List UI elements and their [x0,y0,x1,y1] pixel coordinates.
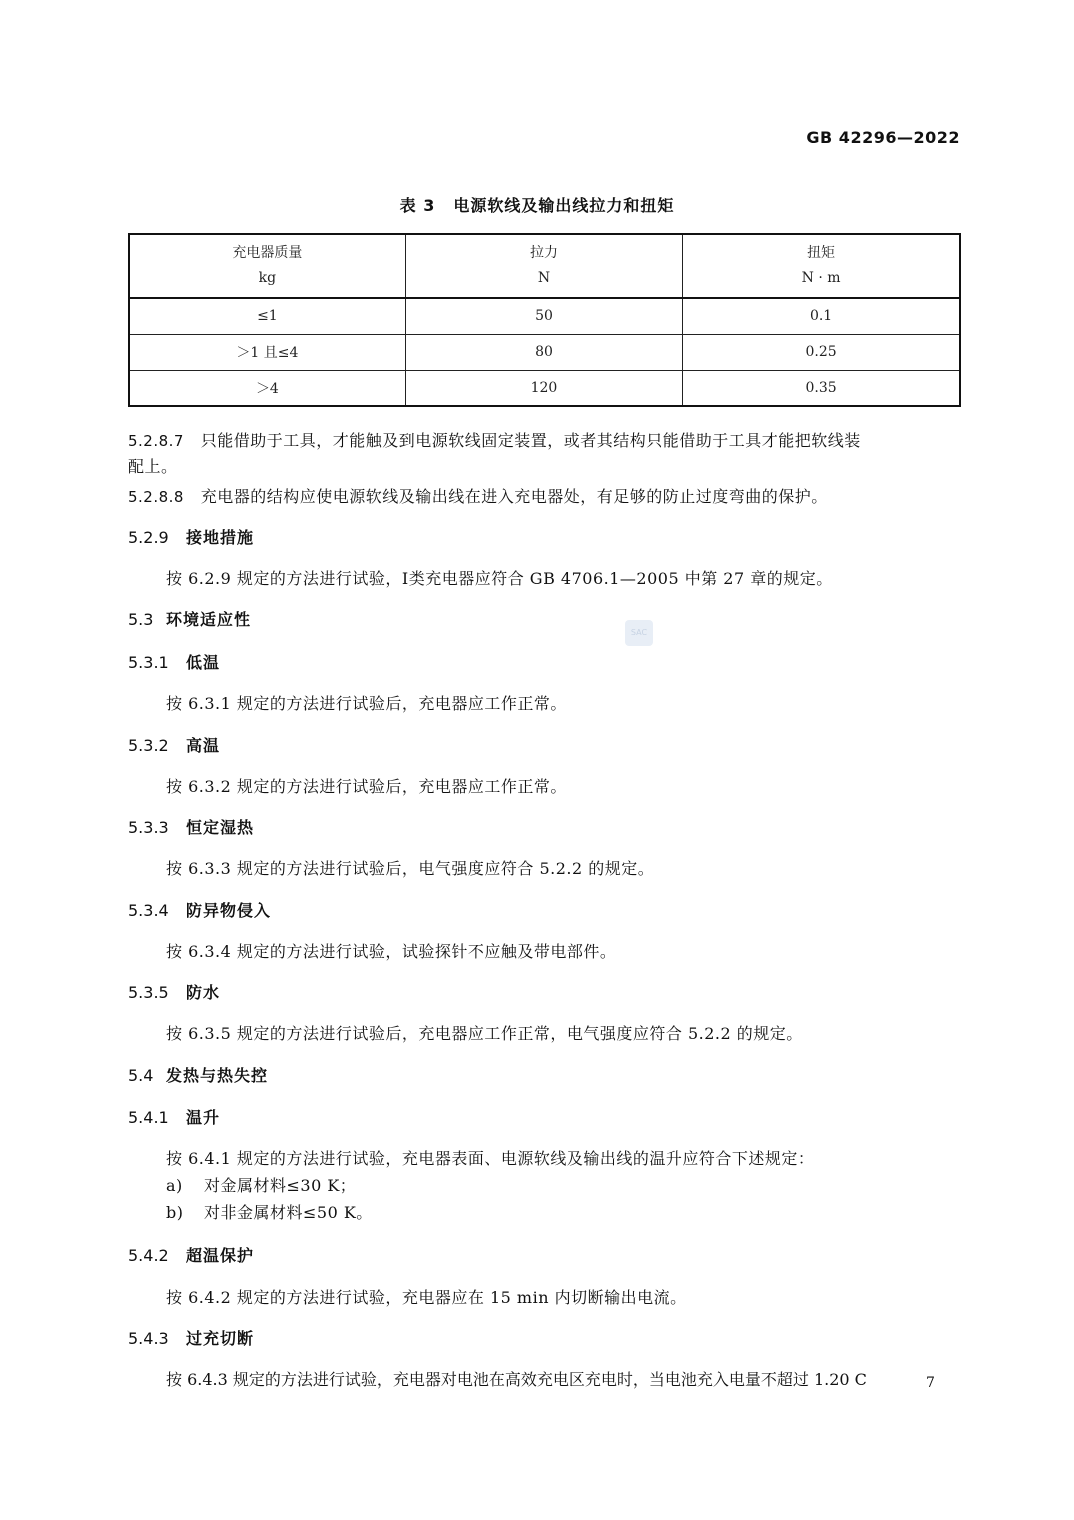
section-heading: 5.3.1 低温 [128,653,221,672]
table-cell: ≤1 [129,298,405,334]
section-heading: 5.3.3 恒定湿热 [128,818,255,837]
clause-5-2-8-8: 5.2.8.8 充电器的结构应使电源软线及输出线在进入充电器处，有足够的防止过度弯曲的保护。 [128,487,828,506]
table-cell: 120 [405,370,682,406]
section-body: 按 6.3.2 规定的方法进行试验后，充电器应工作正常。 [166,777,567,796]
section-body: 按 6.4.2 规定的方法进行试验，充电器应在 15 min 内切断输出电流。 [166,1288,687,1307]
table-row [129,298,960,334]
clause-5-2-8-7: 5.2.8.7 只能借助于工具，才能触及到电源软线固定装置，或者其结构只能借助于工具才能把软线装 配上。 [128,431,861,476]
table-cell: 0.1 [683,298,960,334]
section-heading: 5.2.9 接地措施 [128,528,255,547]
sac-watermark-logo: SAC [625,620,653,646]
list-item: b) 对非金属材料≤50 K。 [166,1203,373,1222]
section-heading: 5.3.5 防水 [128,983,221,1002]
section-heading: 5.3.4 防异物侵入 [128,901,272,920]
section-heading: 5.4.2 超温保护 [128,1246,255,1265]
table-caption-number: 表 3 [399,196,436,215]
section-body: 按 6.2.9 规定的方法进行试验，Ⅰ类充电器应符合 GB 4706.1—2005 中第 27 章的规定。 [166,569,833,588]
table-cell: 0.35 [683,370,960,406]
table-cell: 0.25 [683,334,960,370]
section-heading: 5.4.3 过充切断 [128,1329,255,1348]
table-cell: ＞4 [129,370,405,406]
table-row [129,370,960,406]
col-header-pull: 拉力 N [405,234,682,298]
table-row [129,334,960,370]
table-caption [0,193,1074,216]
section-heading: 5.3.2 高温 [128,736,221,755]
section-heading: 5.4.1 温升 [128,1108,221,1127]
section-heading: 5.4 发热与热失控 [128,1066,269,1085]
section-body: 按 6.3.1 规定的方法进行试验后，充电器应工作正常。 [166,694,567,713]
table-cell: 80 [405,334,682,370]
section-body: 按 6.4.1 规定的方法进行试验，充电器表面、电源软线及输出线的温升应符合下述规定： [166,1149,815,1168]
pull-torque-table [128,233,961,407]
col-header-torque: 扭矩 N · m [683,234,960,298]
table-cell: ＞1 且≤4 [129,334,405,370]
table-cell: 50 [405,298,682,334]
section-body: 按 6.4.3 规定的方法进行试验，充电器对电池在高效充电区充电时，当电池充入电量不超过 1.20 C [166,1370,867,1389]
section-body: 按 6.3.3 规定的方法进行试验后，电气强度应符合 5.2.2 的规定。 [166,859,655,878]
table-header-row [129,234,960,298]
section-body: 按 6.3.4 规定的方法进行试验，试验探针不应触及带电部件。 [166,942,617,961]
section-heading: 5.3 环境适应性 [128,610,252,629]
standard-number: GB 42296—2022 [806,128,960,147]
section-body: 按 6.3.5 规定的方法进行试验后，充电器应工作正常，电气强度应符合 5.2.2 的规定。 [166,1024,803,1043]
list-item: a) 对金属材料≤30 K； [166,1176,357,1195]
col-header-mass: 充电器质量 kg [129,234,405,298]
table-caption-title: 电源软线及输出线拉力和扭矩 [453,196,675,215]
page-number: 7 [926,1375,935,1391]
